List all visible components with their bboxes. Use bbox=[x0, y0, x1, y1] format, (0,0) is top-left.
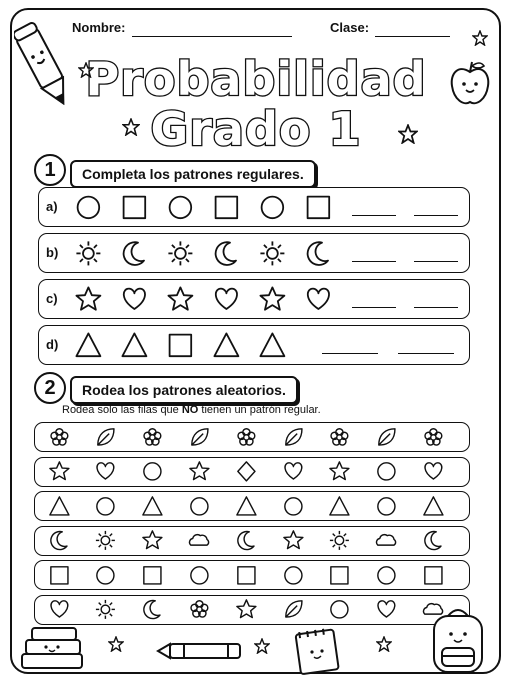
star-icon bbox=[141, 529, 164, 552]
heart-icon bbox=[375, 598, 398, 621]
triangle-icon bbox=[48, 495, 71, 518]
sun-icon bbox=[94, 598, 117, 621]
sun-icon bbox=[94, 529, 117, 552]
backpack-icon bbox=[424, 604, 492, 676]
circle-icon bbox=[94, 564, 117, 587]
diamond-icon bbox=[235, 460, 258, 483]
square-icon bbox=[212, 193, 241, 222]
row-label: b) bbox=[46, 245, 59, 260]
section-2-number: 2 bbox=[34, 372, 66, 404]
square-icon bbox=[235, 564, 258, 587]
flower-icon bbox=[328, 426, 351, 449]
moon-icon bbox=[422, 529, 445, 552]
star-icon bbox=[328, 460, 351, 483]
sun-icon bbox=[74, 239, 103, 268]
moon-icon bbox=[212, 239, 241, 268]
star-icon bbox=[108, 636, 124, 652]
moon-icon bbox=[141, 598, 164, 621]
triangle-icon bbox=[120, 331, 149, 360]
circle-icon bbox=[94, 495, 117, 518]
circle-icon bbox=[375, 495, 398, 518]
triangle-icon bbox=[212, 331, 241, 360]
flower-icon bbox=[422, 426, 445, 449]
square-icon bbox=[120, 193, 149, 222]
star-icon bbox=[258, 285, 287, 314]
moon-icon bbox=[120, 239, 149, 268]
section-1-title: Completa los patrones regulares. bbox=[70, 160, 316, 188]
answer-blank[interactable] bbox=[414, 261, 458, 262]
class-field[interactable] bbox=[375, 36, 450, 37]
square-icon bbox=[48, 564, 71, 587]
heart-icon bbox=[48, 598, 71, 621]
moon-icon bbox=[304, 239, 333, 268]
page-title-line2: Grado 1 bbox=[150, 102, 362, 156]
heart-icon bbox=[212, 285, 241, 314]
heart-icon bbox=[304, 285, 333, 314]
circle-icon bbox=[141, 460, 164, 483]
triangle-icon bbox=[258, 331, 287, 360]
circle-icon bbox=[375, 564, 398, 587]
pattern-row bbox=[38, 187, 470, 227]
star-icon bbox=[254, 638, 270, 654]
sun-icon bbox=[258, 239, 287, 268]
square-icon bbox=[304, 193, 333, 222]
leaf-icon bbox=[94, 426, 117, 449]
cloud-icon bbox=[375, 529, 398, 552]
heart-icon bbox=[120, 285, 149, 314]
sun-icon bbox=[328, 529, 351, 552]
circle-icon bbox=[375, 460, 398, 483]
answer-blank[interactable] bbox=[414, 307, 458, 308]
triangle-icon bbox=[235, 495, 258, 518]
leaf-icon bbox=[282, 426, 305, 449]
star-icon bbox=[78, 62, 94, 78]
pattern-row bbox=[38, 325, 470, 365]
pencil-icon bbox=[14, 20, 74, 115]
page-title-line1: Probabilidad bbox=[85, 52, 427, 106]
flower-icon bbox=[141, 426, 164, 449]
star-icon bbox=[166, 285, 195, 314]
circle-icon bbox=[282, 495, 305, 518]
answer-blank[interactable] bbox=[398, 353, 454, 354]
row-label: a) bbox=[46, 199, 58, 214]
answer-blank[interactable] bbox=[414, 215, 458, 216]
star-icon bbox=[235, 598, 258, 621]
notebook-icon bbox=[290, 626, 342, 676]
flower-icon bbox=[235, 426, 258, 449]
triangle-icon bbox=[328, 495, 351, 518]
leaf-icon bbox=[282, 598, 305, 621]
star-icon bbox=[472, 30, 488, 46]
circle-icon bbox=[74, 193, 103, 222]
square-icon bbox=[166, 331, 195, 360]
star-icon bbox=[188, 460, 211, 483]
circle-icon bbox=[258, 193, 287, 222]
star-icon bbox=[122, 118, 140, 136]
apple-icon bbox=[448, 58, 492, 108]
circle-icon bbox=[188, 564, 211, 587]
star-icon bbox=[398, 124, 418, 144]
triangle-icon bbox=[141, 495, 164, 518]
sun-icon bbox=[166, 239, 195, 268]
flower-icon bbox=[188, 598, 211, 621]
name-field[interactable] bbox=[132, 36, 292, 37]
square-icon bbox=[422, 564, 445, 587]
star-icon bbox=[74, 285, 103, 314]
circle-icon bbox=[282, 564, 305, 587]
section-2-instruction: Rodea solo las filas que NO tienen un patrón regular. bbox=[62, 404, 321, 416]
star-icon bbox=[282, 529, 305, 552]
star-icon bbox=[48, 460, 71, 483]
circle-icon bbox=[328, 598, 351, 621]
square-icon bbox=[141, 564, 164, 587]
triangle-icon bbox=[74, 331, 103, 360]
pattern-row bbox=[38, 233, 470, 273]
star-icon bbox=[376, 636, 392, 652]
answer-blank[interactable] bbox=[352, 261, 396, 262]
moon-icon bbox=[48, 529, 71, 552]
answer-blank[interactable] bbox=[352, 215, 396, 216]
square-icon bbox=[328, 564, 351, 587]
moon-icon bbox=[235, 529, 258, 552]
answer-blank[interactable] bbox=[352, 307, 396, 308]
circle-icon bbox=[188, 495, 211, 518]
triangle-icon bbox=[422, 495, 445, 518]
answer-blank[interactable] bbox=[322, 353, 378, 354]
cloud-icon bbox=[188, 529, 211, 552]
section-1-number: 1 bbox=[34, 154, 66, 186]
leaf-icon bbox=[375, 426, 398, 449]
heart-icon bbox=[422, 460, 445, 483]
pattern-row bbox=[38, 279, 470, 319]
class-label: Clase: bbox=[330, 20, 370, 35]
books-icon bbox=[18, 624, 88, 672]
crayon-icon bbox=[156, 640, 246, 662]
heart-icon bbox=[282, 460, 305, 483]
flower-icon bbox=[48, 426, 71, 449]
heart-icon bbox=[94, 460, 117, 483]
name-label: Nombre: bbox=[72, 20, 126, 35]
circle-icon bbox=[166, 193, 195, 222]
row-label: c) bbox=[46, 291, 58, 306]
section-2-title: Rodea los patrones aleatorios. bbox=[70, 376, 298, 404]
leaf-icon bbox=[188, 426, 211, 449]
row-label: d) bbox=[46, 337, 59, 352]
